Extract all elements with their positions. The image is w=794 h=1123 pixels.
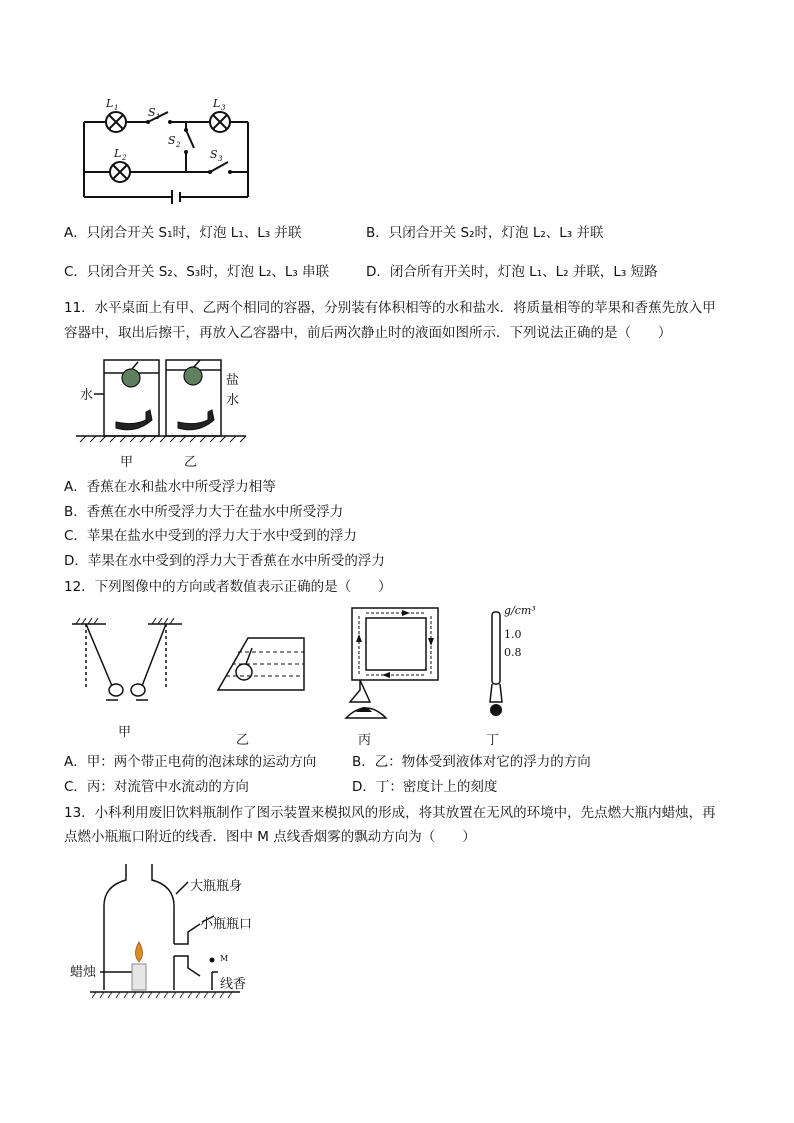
- q12-option-d: D．丁：密度计上的刻度: [352, 779, 498, 795]
- svg-text:3: 3: [221, 104, 226, 112]
- caption-jia: 甲: [120, 455, 134, 470]
- caption-ding: 丁: [486, 733, 500, 748]
- svg-text:2: 2: [176, 141, 181, 149]
- q10-option-d: D．闭合所有开关时，灯泡 L₁、L₂ 并联，L₃ 短路: [366, 264, 658, 280]
- water-label: 水: [80, 388, 94, 403]
- q10-option-c: C．只闭合开关 S₂、S₃时，灯泡 L₂、L₃ 串联: [64, 264, 330, 280]
- salt-label-2: 水: [226, 393, 240, 408]
- svg-text:3: 3: [218, 155, 223, 163]
- big-bottle-label: 大瓶瓶身: [190, 879, 243, 894]
- q11-option-a: A．香蕉在水和盐水中所受浮力相等: [64, 479, 276, 495]
- label-s3: S: [210, 148, 218, 161]
- hydrometer-mark-2: 0.8: [504, 646, 522, 659]
- label-l2: L: [114, 147, 122, 160]
- label-l3: L: [213, 97, 221, 110]
- bottle-apparatus: [70, 860, 290, 1002]
- q13-stem-line1: 13．小科利用废旧饮料瓶制作了图示装置来模拟风的形成，将其放置在无风的环境中，先点燃大瓶内蜡烛，再: [64, 805, 716, 821]
- q11-stem-line1: 11．水平桌面上有甲、乙两个相同的容器，分别装有体积相等的水和盐水．将质量相等的苹果和香蕉先放入甲: [64, 300, 716, 316]
- label-s2: S: [168, 134, 176, 147]
- q11-option-d: D．苹果在水中受到的浮力大于香蕉在水中所受的浮力: [64, 553, 385, 569]
- caption-jia: 甲: [118, 725, 132, 740]
- svg-text:2: 2: [122, 154, 127, 162]
- q11-option-b: B．香蕉在水中所受浮力大于在盐水中所受浮力: [64, 504, 344, 520]
- caption-yi: 乙: [236, 733, 250, 748]
- label-s1: S: [148, 106, 156, 119]
- q12-option-a: A．甲：两个带正电荷的泡沫球的运动方向: [64, 754, 317, 770]
- hydrometer-mark-1: 1.0: [504, 628, 522, 641]
- q12-option-c: C．丙：对流管中水流动的方向: [64, 779, 249, 795]
- q13-stem-line2: 点燃小瓶瓶口附近的线香．图中 M 点线香烟雾的飘动方向为（ ）: [64, 829, 476, 845]
- q12-option-b: B．乙：物体受到液体对它的浮力的方向: [352, 754, 591, 770]
- incense-label: 线香: [220, 977, 247, 992]
- q11-stem-line2: 容器中，取出后擦干，再放入乙容器中，前后两次静止时的液面如图所示．下列说法正确的是（ ）: [64, 325, 672, 341]
- circuit-diagram: [76, 92, 266, 204]
- containers-figure: [76, 354, 276, 470]
- q10-option-b: B．只闭合开关 S₂时，灯泡 L₂、L₃ 并联: [366, 225, 604, 241]
- q12-stem: 12．下列图像中的方向或者数值表示正确的是（ ）: [64, 579, 392, 595]
- point-m-label: M: [220, 954, 229, 963]
- caption-yi: 乙: [184, 455, 198, 470]
- q10-option-a: A．只闭合开关 S₁时，灯泡 L₁、L₃ 并联: [64, 225, 302, 241]
- candle-label: 蜡烛: [70, 965, 97, 980]
- q12-figures: [66, 602, 546, 748]
- caption-bing: 丙: [358, 733, 372, 748]
- small-neck-label: 小瓶瓶口: [200, 917, 253, 932]
- label-l1: L: [106, 97, 114, 110]
- salt-label-1: 盐: [226, 373, 240, 388]
- q11-option-c: C．苹果在盐水中受到的浮力大于水中受到的浮力: [64, 528, 357, 544]
- svg-text:1: 1: [114, 104, 119, 112]
- hydrometer-unit: g/cm³: [504, 604, 536, 617]
- svg-text:1: 1: [156, 113, 161, 121]
